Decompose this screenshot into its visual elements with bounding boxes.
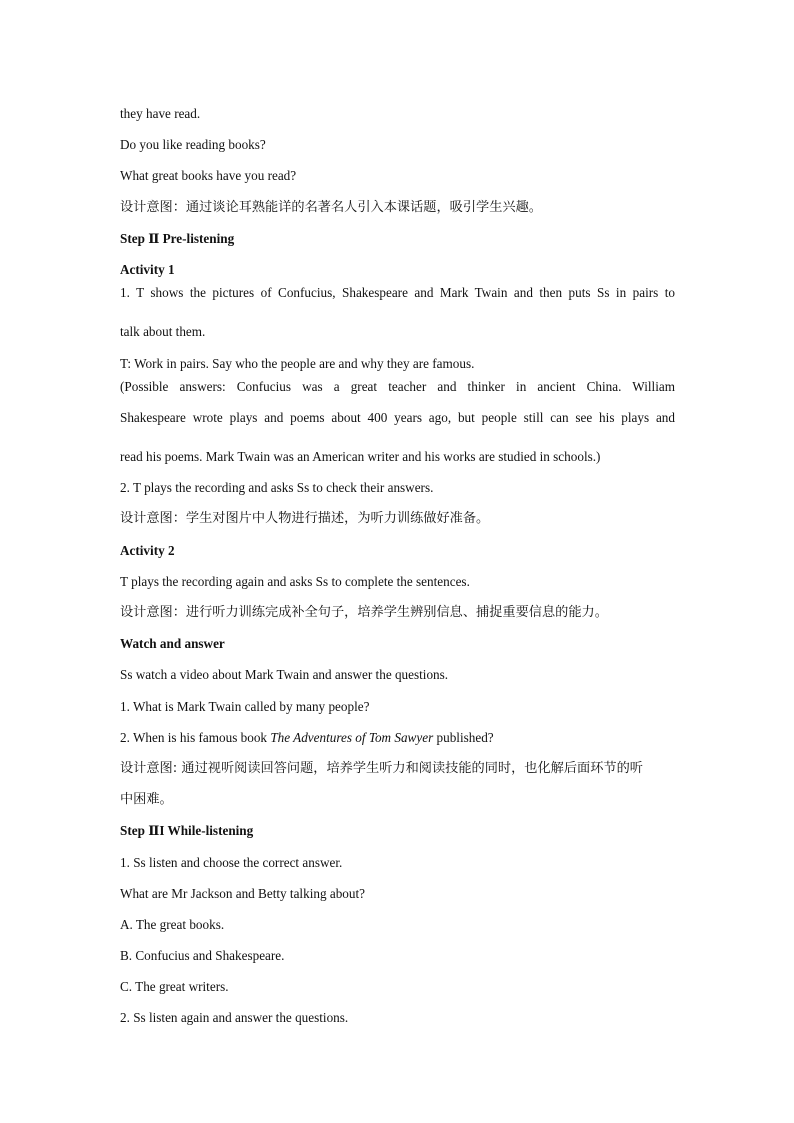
text-line: 1. Ss listen and choose the correct answer. bbox=[120, 854, 343, 870]
text-line: (Possible answers: Confucius was a great teacher and thinker in ancient China. William bbox=[120, 378, 675, 394]
option-line: A. The great books. bbox=[120, 916, 225, 932]
option-line: C. The great writers. bbox=[120, 979, 229, 995]
text-line: 2. Ss listen again and answer the questions. bbox=[120, 1010, 349, 1026]
question-line: Do you like reading books? bbox=[120, 137, 266, 153]
text-line: 2. T plays the recording and asks Ss to check their answers. bbox=[120, 480, 434, 496]
question-text: published? bbox=[433, 729, 494, 745]
activity-heading: Activity 2 bbox=[120, 542, 175, 558]
text-line: Ss watch a video about Mark Twain and answer the questions. bbox=[120, 667, 449, 683]
text-line: Shakespeare wrote plays and poems about 400 years ago, but people still can see his plays and bbox=[120, 409, 675, 425]
text-line: talk about them. bbox=[120, 324, 206, 340]
design-intent-line: 中困难。 bbox=[120, 792, 173, 808]
text-line: T: Work in pairs. Say who the people are and why they are famous. bbox=[120, 355, 475, 371]
text-line: read his poems. Mark Twain was an American writer and his works are studied in schools.) bbox=[120, 449, 601, 465]
question-line bbox=[120, 722, 675, 753]
section-heading: Watch and answer bbox=[120, 636, 225, 652]
book-title: The Adventures of Tom Sawyer bbox=[270, 729, 434, 745]
design-intent-line: 设计意图：通过谈论耳熟能详的名著名人引入本课话题，吸引学生兴趣。 bbox=[120, 199, 542, 215]
step-heading: Step Ⅱ Pre-listening bbox=[120, 230, 235, 246]
question-line: What are Mr Jackson and Betty talking about? bbox=[120, 885, 365, 901]
step-heading: Step ⅡI While-listening bbox=[120, 823, 254, 839]
activity-heading: Activity 1 bbox=[120, 261, 175, 277]
question-text: 2. When is his famous book bbox=[120, 729, 271, 745]
design-intent-line: 设计意图：进行听力训练完成补全句子，培养学生辨别信息、捕捉重要信息的能力。 bbox=[120, 605, 608, 620]
text-line: they have read. bbox=[120, 106, 201, 121]
question-line: 1. What is Mark Twain called by many people? bbox=[120, 698, 370, 714]
design-intent-line: 设计意图：学生对图片中人物进行描述，为听力训练做好准备。 bbox=[120, 511, 490, 527]
text-line: T plays the recording again and asks Ss to complete the sentences. bbox=[120, 573, 470, 589]
option-line: B. Confucius and Shakespeare. bbox=[120, 948, 285, 964]
design-intent-line: 设计意图: 通过视听阅读回答问题，培养学生听力和阅读技能的同时，也化解后面环节的听 bbox=[120, 760, 643, 776]
text-line: 1. T shows the pictures of Confucius, Shakespeare and Mark Twain and then puts Ss in pairs to bbox=[120, 285, 675, 301]
question-line: What great books have you read? bbox=[120, 168, 297, 184]
document-body bbox=[120, 98, 675, 1034]
